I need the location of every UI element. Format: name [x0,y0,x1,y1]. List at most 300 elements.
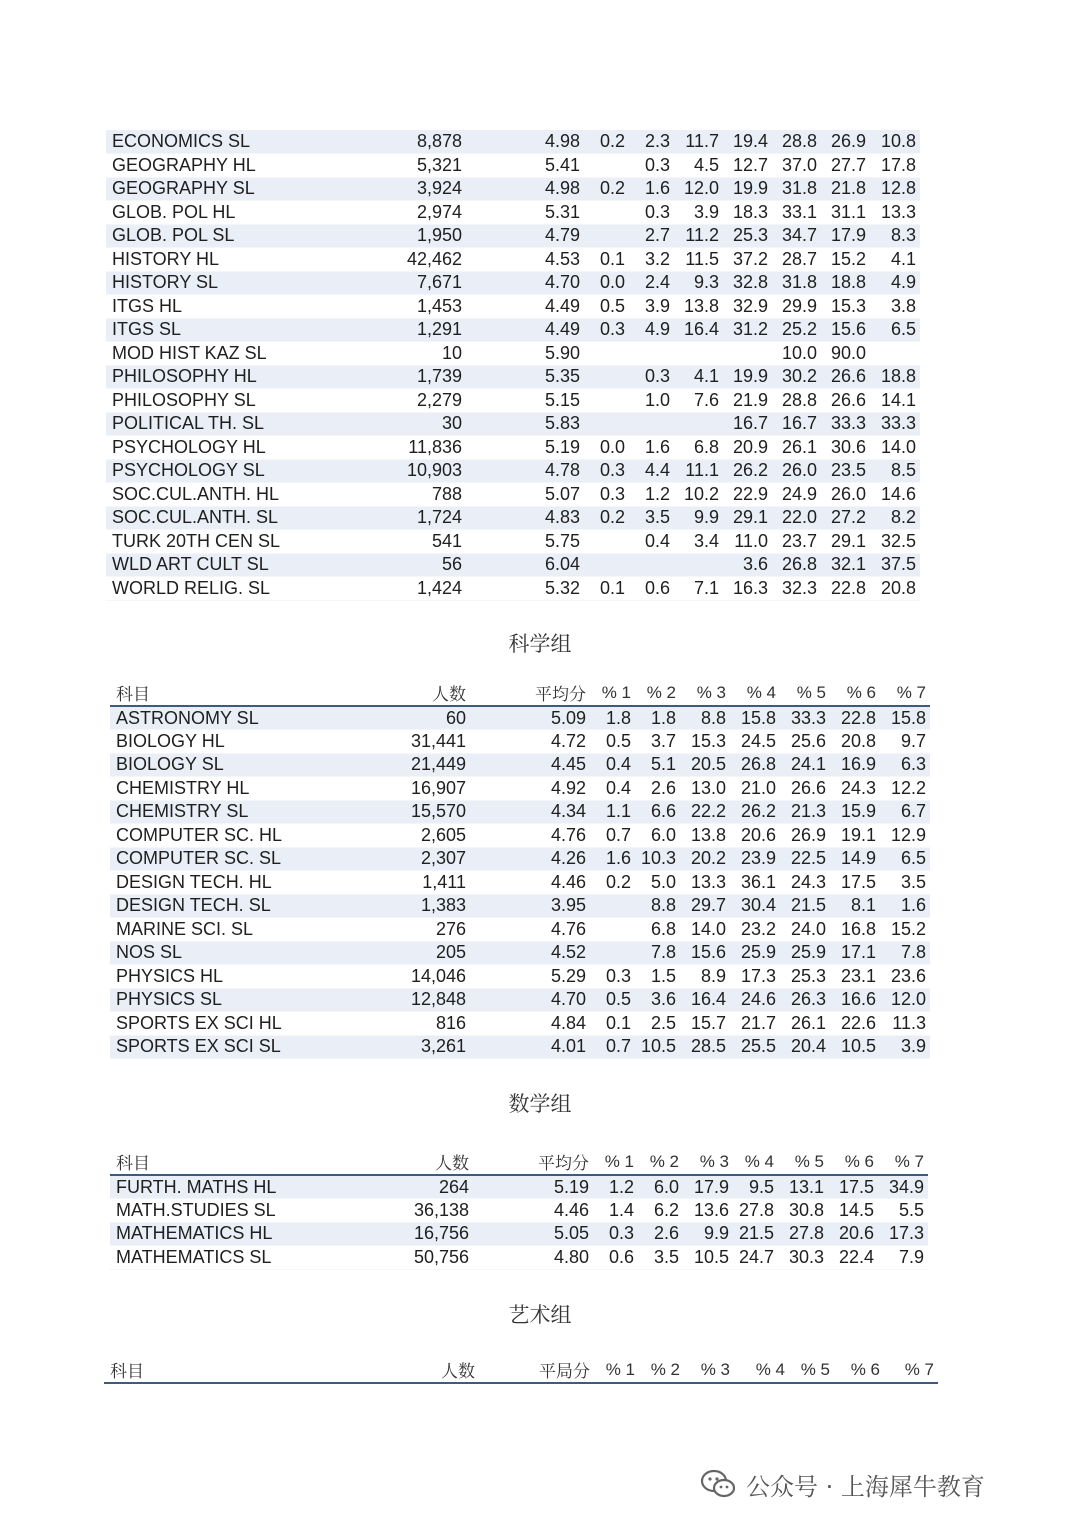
count-cell: 10,903 [361,459,466,483]
table-row [106,577,920,601]
count-cell: 2,974 [361,201,466,225]
p5-cell: 34.7 [772,224,821,248]
avg-cell: 4.79 [466,224,584,248]
p2-cell [629,342,674,366]
subject-cell: MATHEMATICS SL [110,1246,365,1270]
p6-cell: 32.1 [821,553,870,577]
column-header-p2: % 2 [638,1149,683,1175]
avg-cell: 4.52 [470,941,590,965]
avg-cell: 5.07 [466,483,584,507]
column-header-p5: % 5 [789,1357,834,1383]
column-header-p6: % 6 [834,1357,884,1383]
p3-cell: 16.4 [680,988,730,1012]
avg-cell: 4.53 [466,248,584,272]
p7-cell: 7.8 [880,941,930,965]
p7-cell: 8.2 [870,506,920,530]
p2-cell: 6.2 [638,1199,683,1223]
p3-cell: 13.3 [680,871,730,895]
count-cell: 50,756 [365,1246,473,1270]
column-header-p2: % 2 [635,680,680,706]
table-row [106,506,920,530]
p2-cell: 0.6 [629,577,674,601]
p5-cell: 32.3 [772,577,821,601]
science-rows [110,706,930,1059]
avg-cell: 5.41 [466,154,584,178]
p5-cell: 24.9 [772,483,821,507]
table-row [110,918,930,942]
p5-cell: 24.0 [780,918,830,942]
column-header-p7: % 7 [878,1149,928,1175]
table-row [110,894,930,918]
p4-cell: 26.2 [730,800,780,824]
p6-cell: 33.3 [821,412,870,436]
p2-cell: 6.8 [635,918,680,942]
count-cell: 1,950 [361,224,466,248]
p7-cell: 37.5 [870,553,920,577]
p3-cell: 15.6 [680,941,730,965]
column-header-count: 人数 [365,1149,473,1175]
p2-cell: 4.9 [629,318,674,342]
p2-cell: 3.5 [638,1246,683,1270]
p4-cell: 32.8 [723,271,772,295]
p2-cell: 1.8 [635,706,680,730]
p2-cell: 1.5 [635,965,680,989]
subject-cell: GLOB. POL SL [106,224,361,248]
column-header-p5: % 5 [780,680,830,706]
subject-cell: PHYSICS SL [110,988,365,1012]
p4-cell: 21.0 [730,777,780,801]
count-cell: 1,411 [365,871,470,895]
p3-cell: 10.2 [674,483,723,507]
p6-cell: 14.9 [830,847,880,871]
table-row [106,154,920,178]
table-row [106,295,920,319]
p1-cell [584,201,629,225]
p1-cell [584,389,629,413]
arts-header-row [104,1357,938,1383]
p4-cell [723,342,772,366]
avg-cell: 5.29 [470,965,590,989]
subject-cell: DESIGN TECH. HL [110,871,365,895]
avg-cell: 4.34 [470,800,590,824]
p5-cell: 26.6 [780,777,830,801]
column-header-p3: % 3 [684,1357,734,1383]
p1-cell: 1.4 [593,1199,638,1223]
p3-cell: 13.6 [683,1199,733,1223]
avg-cell: 4.78 [466,459,584,483]
column-header-p3: % 3 [683,1149,733,1175]
table-row [110,1222,928,1246]
p4-cell: 25.5 [730,1035,780,1059]
p6-cell: 15.2 [821,248,870,272]
p3-cell: 4.1 [674,365,723,389]
p6-cell: 20.8 [830,730,880,754]
p6-cell: 16.8 [830,918,880,942]
table-row [110,1199,928,1223]
p7-cell: 6.5 [870,318,920,342]
avg-cell: 3.95 [470,894,590,918]
p6-cell: 21.8 [821,177,870,201]
p7-cell: 6.5 [880,847,930,871]
p1-cell: 0.2 [584,177,629,201]
p6-cell: 15.9 [830,800,880,824]
count-cell: 11,836 [361,436,466,460]
avg-cell: 5.31 [466,201,584,225]
p5-cell: 16.7 [772,412,821,436]
subject-cell: HISTORY SL [106,271,361,295]
watermark-text: 公众号 · 上海犀牛教育 [746,1472,985,1501]
p6-cell: 22.8 [821,577,870,601]
subject-cell: PHILOSOPHY SL [106,389,361,413]
count-cell: 788 [361,483,466,507]
subject-cell: MATH.STUDIES SL [110,1199,365,1223]
p5-cell: 30.8 [778,1199,828,1223]
p6-cell: 26.0 [821,483,870,507]
p4-cell: 20.9 [723,436,772,460]
table-row [110,706,930,730]
table-row [106,248,920,272]
p3-cell: 22.2 [680,800,730,824]
p5-cell: 25.9 [780,941,830,965]
avg-cell: 4.70 [466,271,584,295]
p6-cell: 16.9 [830,753,880,777]
p3-cell: 13.8 [680,824,730,848]
p5-cell: 21.3 [780,800,830,824]
p2-cell: 0.4 [629,530,674,554]
count-cell: 10 [361,342,466,366]
p7-cell: 14.6 [870,483,920,507]
p2-cell: 10.3 [635,847,680,871]
p4-cell: 23.2 [730,918,780,942]
count-cell: 816 [365,1012,470,1036]
p5-cell: 10.0 [772,342,821,366]
table-row [110,1175,928,1199]
p6-cell: 23.5 [821,459,870,483]
p5-cell: 26.1 [780,1012,830,1036]
count-cell: 264 [365,1175,473,1199]
p7-cell: 33.3 [870,412,920,436]
subject-cell: BIOLOGY SL [110,753,365,777]
table-row [106,412,920,436]
table-row [106,365,920,389]
count-cell: 42,462 [361,248,466,272]
p5-cell: 22.0 [772,506,821,530]
subject-cell: GEOGRAPHY HL [106,154,361,178]
p7-cell: 14.1 [870,389,920,413]
subject-cell: PSYCHOLOGY HL [106,436,361,460]
table-row [106,389,920,413]
p3-cell: 20.5 [680,753,730,777]
p3-cell [674,342,723,366]
p7-cell: 10.8 [870,130,920,154]
subject-cell: WLD ART CULT SL [106,553,361,577]
table-row [106,342,920,366]
table-row [110,941,930,965]
p7-cell: 12.8 [870,177,920,201]
p4-cell: 24.7 [733,1246,778,1270]
p4-cell: 19.9 [723,177,772,201]
p1-cell [590,941,635,965]
p6-cell: 26.6 [821,389,870,413]
avg-cell: 4.98 [466,130,584,154]
count-cell: 3,261 [365,1035,470,1059]
p4-cell: 16.3 [723,577,772,601]
table-row [106,271,920,295]
p1-cell [584,154,629,178]
column-header-p4: % 4 [730,680,780,706]
count-cell: 2,307 [365,847,470,871]
column-header-subject: 科目 [110,1149,365,1175]
p7-cell: 13.3 [870,201,920,225]
column-header-p7: % 7 [884,1357,938,1383]
avg-cell: 4.49 [466,295,584,319]
p6-cell: 15.3 [821,295,870,319]
count-cell: 7,671 [361,271,466,295]
p5-cell: 24.1 [780,753,830,777]
p5-cell: 31.8 [772,271,821,295]
p6-cell: 17.1 [830,941,880,965]
count-cell: 276 [365,918,470,942]
p2-cell: 0.3 [629,365,674,389]
p1-cell: 0.5 [584,295,629,319]
p1-cell [584,412,629,436]
p5-cell: 25.2 [772,318,821,342]
p4-cell: 21.5 [733,1222,778,1246]
p3-cell: 11.5 [674,248,723,272]
p3-cell: 29.7 [680,894,730,918]
p1-cell: 1.1 [590,800,635,824]
p5-cell: 21.5 [780,894,830,918]
avg-cell: 4.26 [470,847,590,871]
p1-cell [584,224,629,248]
p3-cell: 11.7 [674,130,723,154]
avg-cell: 5.75 [466,530,584,554]
p7-cell: 3.8 [870,295,920,319]
p3-cell: 7.6 [674,389,723,413]
p3-cell: 13.8 [674,295,723,319]
table-row [106,553,920,577]
p2-cell: 2.3 [629,130,674,154]
p1-cell: 0.2 [590,871,635,895]
p2-cell: 2.7 [629,224,674,248]
column-header-p3: % 3 [680,680,730,706]
table-row [110,965,930,989]
p6-cell: 16.6 [830,988,880,1012]
p1-cell: 0.7 [590,1035,635,1059]
count-cell: 12,848 [365,988,470,1012]
p3-cell: 10.5 [683,1246,733,1270]
p1-cell: 0.2 [584,506,629,530]
table-row [110,1246,928,1270]
p6-cell: 18.8 [821,271,870,295]
table-row [110,988,930,1012]
table-row [110,847,930,871]
p5-cell: 33.3 [780,706,830,730]
p5-cell: 26.0 [772,459,821,483]
p5-cell: 22.5 [780,847,830,871]
p4-cell: 12.7 [723,154,772,178]
p7-cell: 12.9 [880,824,930,848]
subject-cell: PHYSICS HL [110,965,365,989]
column-header-p1: % 1 [593,1149,638,1175]
p4-cell: 26.8 [730,753,780,777]
avg-cell: 5.19 [466,436,584,460]
avg-cell: 5.15 [466,389,584,413]
p1-cell: 0.0 [584,436,629,460]
p2-cell: 6.0 [638,1175,683,1199]
p7-cell: 6.3 [880,753,930,777]
arts-table [104,1357,938,1384]
p4-cell: 27.8 [733,1199,778,1223]
table-row [106,130,920,154]
p5-cell: 26.8 [772,553,821,577]
p7-cell: 17.8 [870,154,920,178]
p6-cell: 17.5 [830,871,880,895]
column-header-p5: % 5 [778,1149,828,1175]
p7-cell: 6.7 [880,800,930,824]
count-cell: 3,924 [361,177,466,201]
p7-cell: 7.9 [878,1246,928,1270]
column-header-p4: % 4 [734,1357,789,1383]
p1-cell: 0.1 [584,248,629,272]
p2-cell: 4.4 [629,459,674,483]
avg-cell: 4.84 [470,1012,590,1036]
p4-cell: 9.5 [733,1175,778,1199]
p2-cell: 5.1 [635,753,680,777]
avg-cell: 4.46 [473,1199,593,1223]
column-header-p6: % 6 [828,1149,878,1175]
avg-cell: 5.09 [470,706,590,730]
p2-cell: 2.5 [635,1012,680,1036]
p1-cell: 0.3 [590,965,635,989]
count-cell: 16,907 [365,777,470,801]
count-cell: 56 [361,553,466,577]
table-row [106,177,920,201]
p6-cell: 17.5 [828,1175,878,1199]
column-header-count: 人数 [365,680,470,706]
p1-cell [584,342,629,366]
p6-cell: 27.7 [821,154,870,178]
p4-cell: 17.3 [730,965,780,989]
p4-cell: 16.7 [723,412,772,436]
avg-cell: 4.72 [470,730,590,754]
count-cell: 60 [365,706,470,730]
subject-cell: BIOLOGY HL [110,730,365,754]
p3-cell: 6.8 [674,436,723,460]
column-header-avg: 平均分 [473,1149,593,1175]
p2-cell: 6.0 [635,824,680,848]
count-cell: 1,453 [361,295,466,319]
p4-cell: 25.9 [730,941,780,965]
count-cell: 2,279 [361,389,466,413]
p2-cell: 3.5 [629,506,674,530]
avg-cell: 5.32 [466,577,584,601]
p4-cell: 18.3 [723,201,772,225]
avg-cell: 5.90 [466,342,584,366]
p1-cell: 0.3 [584,318,629,342]
p5-cell: 30.2 [772,365,821,389]
p6-cell: 8.1 [830,894,880,918]
humanities-rows [106,130,920,600]
p3-cell: 15.3 [680,730,730,754]
table-row [110,800,930,824]
p1-cell: 0.3 [584,459,629,483]
math-group-title: 数学组 [508,1092,572,1116]
p6-cell: 10.5 [830,1035,880,1059]
science-header-row [110,680,930,706]
p1-cell: 0.1 [584,577,629,601]
p5-cell: 26.9 [780,824,830,848]
p7-cell: 32.5 [870,530,920,554]
p6-cell: 26.9 [821,130,870,154]
p3-cell: 7.1 [674,577,723,601]
p5-cell: 20.4 [780,1035,830,1059]
table-row [110,1035,930,1059]
count-cell: 16,756 [365,1222,473,1246]
p2-cell: 1.2 [629,483,674,507]
subject-cell: MARINE SCI. SL [110,918,365,942]
subject-cell: POLITICAL TH. SL [106,412,361,436]
p1-cell: 1.6 [590,847,635,871]
p2-cell: 0.3 [629,201,674,225]
p4-cell: 24.5 [730,730,780,754]
p1-cell [590,894,635,918]
p4-cell: 21.7 [730,1012,780,1036]
subject-cell: CHEMISTRY HL [110,777,365,801]
p7-cell: 4.1 [870,248,920,272]
avg-cell: 5.83 [466,412,584,436]
p1-cell: 0.4 [590,777,635,801]
count-cell: 541 [361,530,466,554]
p2-cell: 3.6 [635,988,680,1012]
column-header-p6: % 6 [830,680,880,706]
p3-cell: 3.9 [674,201,723,225]
p2-cell: 3.7 [635,730,680,754]
table-row [106,224,920,248]
p4-cell: 24.6 [730,988,780,1012]
subject-cell: WORLD RELIG. SL [106,577,361,601]
subject-cell: COMPUTER SC. HL [110,824,365,848]
count-cell: 1,383 [365,894,470,918]
p4-cell: 23.9 [730,847,780,871]
column-header-p2: % 2 [639,1357,684,1383]
count-cell: 1,424 [361,577,466,601]
p7-cell: 9.7 [880,730,930,754]
p3-cell: 14.0 [680,918,730,942]
avg-cell: 4.01 [470,1035,590,1059]
subject-cell: ECONOMICS SL [106,130,361,154]
p4-cell: 36.1 [730,871,780,895]
p1-cell: 0.3 [593,1222,638,1246]
p2-cell: 6.6 [635,800,680,824]
table-row [110,1012,930,1036]
p5-cell: 23.7 [772,530,821,554]
avg-cell: 4.92 [470,777,590,801]
table-row [106,436,920,460]
p3-cell: 15.7 [680,1012,730,1036]
p7-cell: 14.0 [870,436,920,460]
p5-cell: 27.8 [778,1222,828,1246]
p1-cell [584,530,629,554]
subject-cell: TURK 20TH CEN SL [106,530,361,554]
p6-cell: 19.1 [830,824,880,848]
p5-cell: 28.8 [772,389,821,413]
p3-cell: 9.9 [674,506,723,530]
p2-cell: 1.0 [629,389,674,413]
table-row [106,483,920,507]
count-cell: 36,138 [365,1199,473,1223]
p6-cell: 15.6 [821,318,870,342]
